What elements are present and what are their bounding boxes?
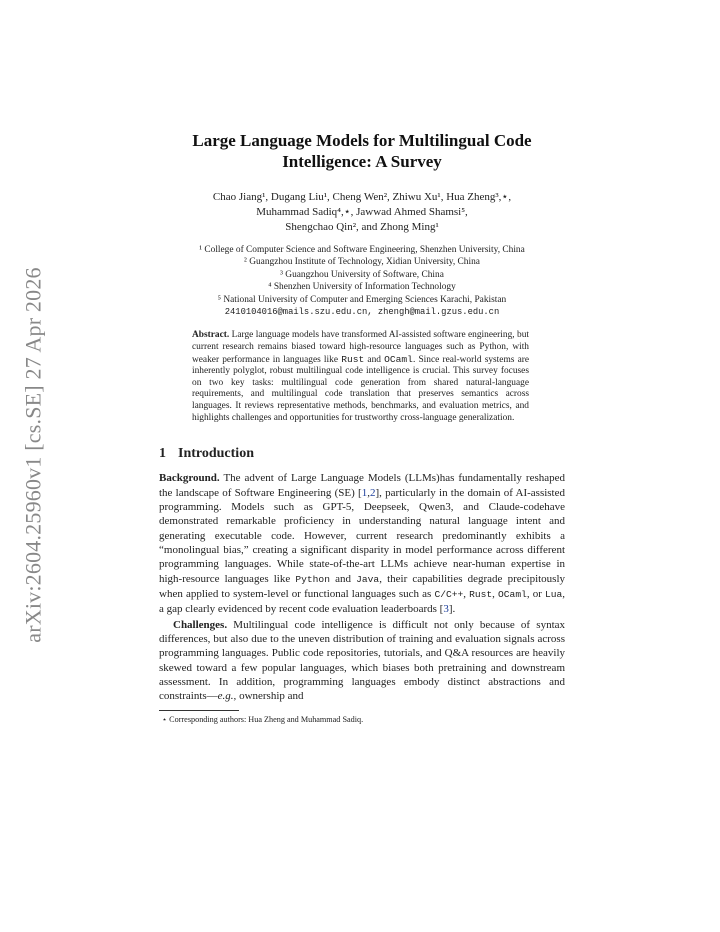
- paragraph-text: , or: [526, 587, 542, 600]
- author-list: [159, 190, 565, 235]
- paragraph-text: Multilingual code intelligence is difficult not only because of syntax differences, but also due to the uneven distribution of training and evaluation signals across programming languages. Public code repositories, tutorials, and Q&A resources are heavily skewed toward a few popular languages, which biases both pretraining and downstream assessment. In addition, programming languages embody distinct abstractions and constraints—: [159, 618, 566, 703]
- footnote: ⋆ Corresponding authors: Hua Zheng and Muhammad Sadiq.: [162, 714, 364, 724]
- paper-page: [159, 130, 565, 725]
- paragraph-text: ], particularly in the domain of AI-assisted programming. Models such as GPT-5, Deepseek, Qwen3, and Claude-codehave demonstrated remarkable proficiency in understanding natural language intent and generating executable code. However, current research predominantly exhibits a “monolingual bias,” creating a significant disparity in model performance across different programming languages. While state-of-the-art LLMs achieve near-human expertise in high-resource languages like: [159, 486, 565, 585]
- author-line-2: Muhammad Sadiq⁴,⋆, Jawwad Ahmed Shamsi⁵,: [256, 206, 468, 218]
- citation-link[interactable]: 1: [361, 486, 368, 499]
- citation-separator: ,: [367, 486, 370, 499]
- abstract-text: . Since real-world systems are inherently polyglot, robust multilingual code intelligence is crucial. This survey focuses on two key tasks: multilingual code generation from shared natural-language requirements, and multilingual code translation that preserves semantics across languages. It reviews representative methods, benchmarks, and evaluation metrics, and highlights challenges and opportunities for trustworthy cross-language generalization.: [192, 354, 530, 423]
- affiliation-2: ² Guangzhou Institute of Technology, Xidian University, China: [244, 257, 480, 268]
- abstract-text: and: [367, 354, 381, 365]
- paragraph-text: ].: [448, 603, 456, 616]
- section-number: 1: [159, 446, 166, 462]
- title-line-2: Intelligence: A Survey: [282, 152, 442, 171]
- author-line-3: Shengchao Qin², and Zhong Ming¹: [285, 221, 439, 233]
- footnote-rule: [159, 710, 239, 711]
- title-line-1: Large Language Models for Multilingual Code: [192, 131, 532, 150]
- abstract: [192, 330, 529, 424]
- emphasis-text: e.g.,: [217, 690, 237, 703]
- list-separator: ,: [492, 587, 495, 600]
- affiliation-5: ⁵ National University of Computer and Emerging Sciences Karachi, Pakistan: [217, 294, 507, 305]
- author-line-1: Chao Jiang¹, Dugang Liu¹, Cheng Wen², Zhiwu Xu¹, Hua Zheng³,⋆,: [212, 191, 512, 203]
- paragraph-text: , a gap clearly evidenced by recent code evaluation leaderboards [: [159, 587, 566, 616]
- paragraph-text: ownership and: [239, 690, 304, 703]
- code-token: Python: [295, 573, 330, 585]
- code-token: Java: [356, 573, 380, 585]
- citation-link[interactable]: 3: [443, 603, 449, 616]
- paper-title: [159, 130, 565, 172]
- section-title: Introduction: [178, 446, 254, 462]
- paragraph-text: The advent of Large Language Models (LLMs)has fundamentally reshaped the landscape of Software Engineering (SE) [: [159, 472, 565, 499]
- code-token: OCaml: [498, 588, 527, 600]
- paragraph-text: and: [335, 572, 351, 585]
- affiliation-1: ¹ College of Computer Science and Software Engineering, Shenzhen University, China: [199, 245, 525, 255]
- code-token: Rust: [469, 588, 493, 600]
- arxiv-identifier: [20, 260, 48, 650]
- paragraph-text: , their capabilities degrade precipitously when applied to system-level or functional languages such as: [159, 572, 566, 600]
- affiliation-list: [159, 244, 565, 318]
- section-heading: [159, 446, 565, 462]
- code-token: OCaml: [384, 353, 413, 365]
- code-token: Lua: [545, 588, 563, 600]
- paragraph-challenges: [159, 618, 565, 704]
- abstract-text: Large language models have transformed AI-assisted software engineering, but current research remains biased toward high-resource languages such as Python, with weaker performance in languages like: [192, 330, 529, 365]
- code-token: Rust: [341, 353, 365, 365]
- affiliation-3: ³ Guangzhou University of Software, China: [280, 269, 444, 280]
- run-in-heading: Challenges.: [173, 618, 228, 631]
- code-token: C/C++: [434, 588, 464, 600]
- paragraph-background: [159, 471, 565, 616]
- email-addresses[interactable]: 2410104016@mails.szu.edu.cn, zhengh@mail.gzus.edu.cn: [224, 307, 500, 318]
- citation-link[interactable]: 2: [369, 486, 376, 499]
- arxiv-identifier-text: arXiv:2604.25960v1 [cs.SE] 27 Apr 2026: [21, 267, 46, 643]
- run-in-heading: Background.: [159, 472, 220, 485]
- affiliation-4: ⁴ Shenzhen University of Information Technology: [268, 282, 456, 293]
- abstract-heading: Abstract.: [192, 330, 230, 341]
- list-separator: ,: [463, 587, 467, 600]
